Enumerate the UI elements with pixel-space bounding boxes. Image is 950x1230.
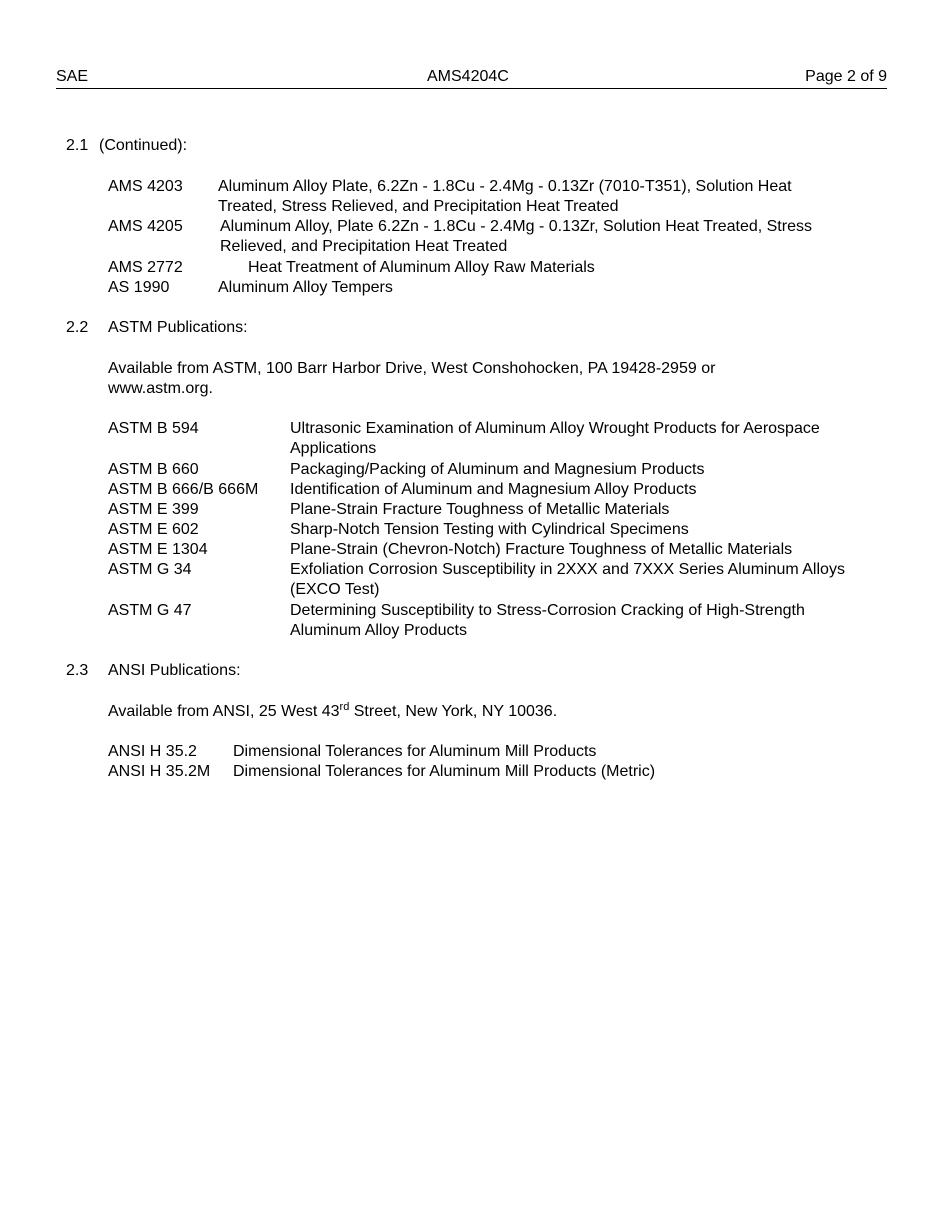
reference-code: AMS 2772 [108,259,183,276]
reference-code: ASTM E 399 [108,501,199,518]
reference-title: Exfoliation Corrosion Susceptibility in 2XXX and 7XXX Series Aluminum Alloys (EXCO Test) [290,561,845,598]
reference-title: Ultrasonic Examination of Aluminum Alloy Wrought Products for Aerospace Applications [290,420,820,457]
reference-code: AMS 4205 [108,218,183,235]
reference-code: ASTM B 594 [108,420,199,437]
availability-text: Available from ASTM, 100 Barr Harbor Drive, West Conshohocken, PA 19428-2959 or [108,360,716,377]
section-title: ANSI Publications: [108,662,241,679]
reference-code: AMS 4203 [108,178,183,195]
reference-title: Plane-Strain Fracture Toughness of Metallic Materials [290,501,670,518]
header-page-number: Page 2 of 9 [805,68,887,85]
header-org: SAE [56,68,89,85]
section-number: 2.3 [66,662,89,679]
section-number: 2.2 [66,319,89,336]
reference-code: ANSI H 35.2 [108,743,197,760]
reference-title: Determining Susceptibility to Stress-Corrosion Cracking of High-Strength Aluminum Alloy Products [290,602,805,639]
section-title: (Continued): [99,137,188,154]
header-doc-id: AMS4204C [427,68,509,85]
page-header [56,67,887,89]
reference-title: Aluminum Alloy Plate, 6.2Zn - 1.8Cu - 2.4Mg - 0.13Zr (7010-T351), Solution Heat Treated, Stress Relieved, and Precipitation Heat Treated [218,178,792,215]
reference-title: Aluminum Alloy Tempers [218,279,393,296]
availability-text-rest: Street, New York, NY 10036. [349,703,558,720]
reference-title: Aluminum Alloy, Plate 6.2Zn - 1.8Cu - 2.4Mg - 0.13Zr, Solution Heat Treated, Stress Relieved, and Precipitation Heat Treated [220,218,812,255]
reference-title: Sharp-Notch Tension Testing with Cylindrical Specimens [290,521,689,538]
reference-code: ASTM B 660 [108,461,199,478]
reference-code: AS 1990 [108,279,170,296]
section-title: ASTM Publications: [108,319,248,336]
reference-code: ASTM G 47 [108,602,192,619]
reference-code: ASTM B 666/B 666M [108,481,259,498]
availability-url: www.astm.org. [108,380,213,397]
reference-code: ASTM E 1304 [108,541,208,558]
reference-title: Dimensional Tolerances for Aluminum Mill Products (Metric) [233,763,656,780]
reference-title: Packaging/Packing of Aluminum and Magnesium Products [290,461,705,478]
reference-code: ANSI H 35.2M [108,763,211,780]
reference-title: Identification of Aluminum and Magnesium Alloy Products [290,481,697,498]
availability-text-main: Available from ANSI, 25 West 43 [108,703,340,720]
reference-title: Heat Treatment of Aluminum Alloy Raw Materials [248,259,595,276]
reference-code: ASTM E 602 [108,521,199,538]
availability-text [108,702,557,722]
section-number: 2.1 [66,137,89,154]
reference-code: ASTM G 34 [108,561,192,578]
reference-title: Plane-Strain (Chevron-Notch) Fracture Toughness of Metallic Materials [290,541,793,558]
reference-title: Dimensional Tolerances for Aluminum Mill Products [233,743,597,760]
ordinal-suffix: rd [339,701,350,713]
